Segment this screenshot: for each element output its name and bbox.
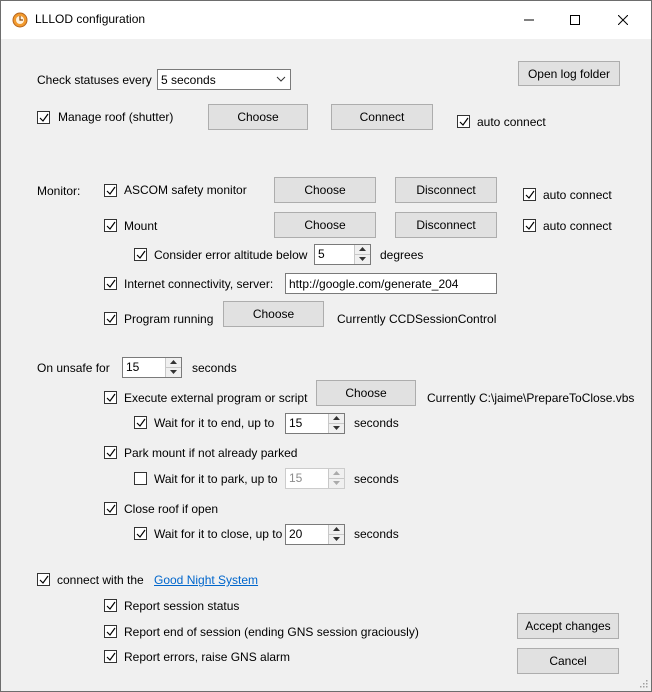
stepper-down-button[interactable]: [329, 535, 344, 545]
check-statuses-select[interactable]: [157, 69, 291, 90]
wait-close-checkbox[interactable]: [134, 527, 147, 540]
mount-choose-button[interactable]: Choose: [274, 212, 376, 238]
triangle-down-icon: [170, 370, 177, 374]
app-icon: [12, 12, 28, 28]
gns-link[interactable]: Good Night System: [154, 573, 259, 587]
minimize-icon: [524, 15, 534, 25]
triangle-up-icon: [333, 416, 340, 420]
error-altitude-value: 5: [318, 247, 325, 261]
ascom-choose-button[interactable]: Choose: [274, 177, 376, 203]
wait-end-label: Wait for it to end, up to: [154, 416, 275, 430]
ascom-checkbox[interactable]: [104, 184, 117, 197]
exec-choose-button[interactable]: Choose: [316, 380, 416, 406]
triangle-up-icon: [359, 247, 366, 251]
program-running-checkbox[interactable]: [104, 312, 117, 325]
cancel-button[interactable]: Cancel: [517, 648, 619, 674]
on-unsafe-value: 15: [126, 360, 140, 374]
title-bar[interactable]: [1, 1, 651, 39]
checkmark-icon: [106, 314, 116, 324]
triangle-up-icon: [170, 360, 177, 364]
checkmark-icon: [106, 627, 116, 637]
wait-park-stepper[interactable]: [285, 468, 345, 489]
maximize-icon: [570, 15, 580, 25]
mount-checkbox[interactable]: [104, 219, 117, 232]
checkmark-icon: [106, 448, 116, 458]
error-altitude-stepper[interactable]: [314, 244, 371, 265]
roof-auto-connect-label: auto connect: [477, 115, 546, 129]
stepper-down-button[interactable]: [355, 255, 370, 265]
exec-program-checkbox[interactable]: [104, 391, 117, 404]
triangle-down-icon: [359, 257, 366, 261]
program-running-label: Program running: [124, 312, 214, 326]
checkmark-icon: [136, 250, 146, 260]
wait-close-stepper[interactable]: [285, 524, 345, 545]
stepper-up-button[interactable]: [329, 469, 344, 479]
open-log-folder-button[interactable]: Open log folder: [518, 61, 620, 86]
chevron-down-icon: [276, 74, 286, 84]
report-errors-checkbox[interactable]: [104, 650, 117, 663]
wait-end-unit: seconds: [354, 416, 399, 430]
triangle-down-icon: [333, 426, 340, 430]
report-end-checkbox[interactable]: [104, 625, 117, 638]
checkmark-icon: [459, 117, 469, 127]
checkmark-icon: [106, 652, 116, 662]
on-unsafe-label: On unsafe for: [37, 361, 110, 375]
wait-end-checkbox[interactable]: [134, 416, 147, 429]
ascom-auto-connect-checkbox[interactable]: [523, 188, 536, 201]
internet-server-value: http://google.com/generate_204: [289, 276, 459, 291]
triangle-down-icon: [333, 537, 340, 541]
wait-park-unit: seconds: [354, 472, 399, 486]
triangle-up-icon: [333, 471, 340, 475]
stepper-up-button[interactable]: [166, 358, 181, 368]
wait-close-label: Wait for it to close, up to: [154, 527, 283, 541]
ascom-auto-connect-label: auto connect: [543, 188, 612, 202]
manage-roof-label: Manage roof (shutter): [58, 110, 174, 124]
park-mount-checkbox[interactable]: [104, 446, 117, 459]
stepper-down-button[interactable]: [329, 424, 344, 434]
checkmark-icon: [106, 393, 116, 403]
mount-label: Mount: [124, 219, 158, 233]
report-end-label: Report end of session (ending GNS session graciously): [124, 625, 419, 639]
close-icon: [618, 15, 628, 25]
stepper-up-button[interactable]: [329, 414, 344, 424]
checkmark-icon: [525, 190, 535, 200]
accept-changes-button[interactable]: Accept changes: [517, 613, 619, 639]
checkmark-icon: [106, 504, 116, 514]
roof-connect-button[interactable]: Connect: [331, 104, 433, 130]
ascom-disconnect-button[interactable]: Disconnect: [395, 177, 497, 203]
internet-label: Internet connectivity, server:: [124, 277, 274, 291]
gns-connect-label: connect with the: [57, 573, 144, 587]
roof-choose-button[interactable]: Choose: [208, 104, 308, 130]
mount-auto-connect-checkbox[interactable]: [523, 219, 536, 232]
program-choose-button[interactable]: Choose: [223, 301, 324, 327]
error-altitude-checkbox[interactable]: [134, 248, 147, 261]
stepper-down-button[interactable]: [329, 479, 344, 489]
report-status-checkbox[interactable]: [104, 599, 117, 612]
close-roof-checkbox[interactable]: [104, 502, 117, 515]
stepper-up-button[interactable]: [355, 245, 370, 255]
checkmark-icon: [106, 221, 116, 231]
wait-end-stepper[interactable]: [285, 413, 345, 434]
checkmark-icon: [136, 418, 146, 428]
wait-park-label: Wait for it to park, up to: [154, 472, 278, 486]
stepper-down-button[interactable]: [166, 368, 181, 378]
check-statuses-label: Check statuses every: [37, 73, 152, 87]
window-title: LLLOD configuration: [35, 12, 146, 26]
checkmark-icon: [39, 113, 49, 123]
wait-end-value: 15: [289, 416, 303, 430]
resize-grip-icon[interactable]: [638, 678, 648, 688]
internet-server-input[interactable]: [285, 273, 497, 294]
checkmark-icon: [106, 601, 116, 611]
on-unsafe-unit: seconds: [192, 361, 237, 375]
stepper-up-button[interactable]: [329, 525, 344, 535]
exec-current-label: Currently C:\jaime\PrepareToClose.vbs: [427, 391, 635, 405]
maximize-button[interactable]: [552, 1, 598, 39]
monitor-label: Monitor:: [37, 184, 81, 198]
check-statuses-value: 5 seconds: [161, 72, 216, 87]
error-altitude-unit: degrees: [380, 248, 424, 262]
wait-close-value: 20: [289, 527, 303, 541]
exec-program-label: Execute external program or script: [124, 391, 308, 405]
checkmark-icon: [525, 221, 535, 231]
checkmark-icon: [106, 279, 116, 289]
triangle-up-icon: [333, 527, 340, 531]
wait-park-checkbox[interactable]: [134, 472, 147, 485]
on-unsafe-stepper[interactable]: [122, 357, 182, 378]
error-altitude-label: Consider error altitude below: [154, 248, 308, 262]
checkmark-icon: [39, 575, 49, 585]
mount-disconnect-button[interactable]: Disconnect: [395, 212, 497, 238]
checkmark-icon: [136, 529, 146, 539]
wait-close-unit: seconds: [354, 527, 399, 541]
ascom-label: ASCOM safety monitor: [124, 183, 247, 197]
gns-connect-checkbox[interactable]: [37, 573, 50, 586]
internet-checkbox[interactable]: [104, 277, 117, 290]
manage-roof-checkbox[interactable]: [37, 111, 50, 124]
checkmark-icon: [106, 186, 116, 196]
close-button[interactable]: [600, 1, 646, 39]
park-mount-label: Park mount if not already parked: [124, 446, 298, 460]
minimize-button[interactable]: [506, 1, 552, 39]
report-status-label: Report session status: [124, 599, 240, 613]
program-current-label: Currently CCDSessionControl: [337, 312, 497, 326]
close-roof-label: Close roof if open: [124, 502, 219, 516]
triangle-down-icon: [333, 481, 340, 485]
wait-park-value: 15: [289, 471, 303, 485]
report-errors-label: Report errors, raise GNS alarm: [124, 650, 291, 664]
roof-auto-connect-checkbox[interactable]: [457, 115, 470, 128]
mount-auto-connect-label: auto connect: [543, 219, 612, 233]
